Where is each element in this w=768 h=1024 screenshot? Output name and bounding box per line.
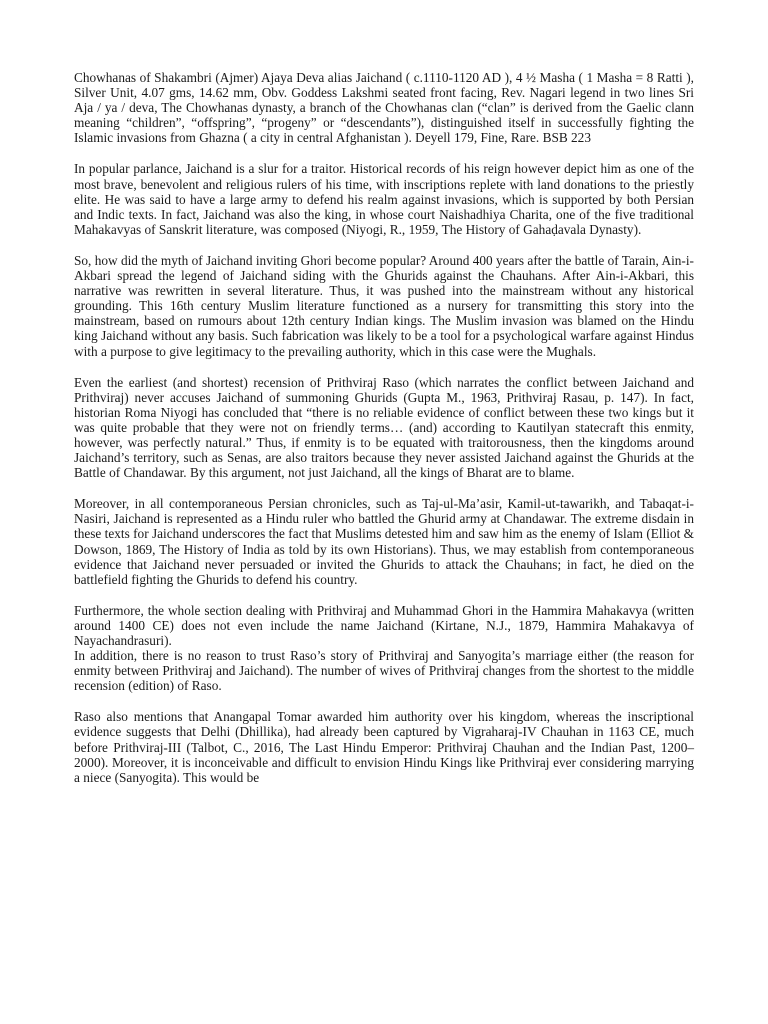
paragraph-anangapal-tomar: Raso also mentions that Anangapal Tomar awarded him authority over his kingdom, whereas the inscriptional evidence suggests that Delhi (Dhillika), had already been captured by Vigraharaj-IV Chauhan in 1163 CE, much before Prithviraj-III (Talbot, C., 2016, The Last Hindu Emperor: Prithviraj Chauhan and the Indian Past, 1200–2000). Moreover, it is inconceivable and difficult to envision Hindu Kings like Prithviraj ever considering marrying a niece (Sanyogita). This would be <box>74 709 694 785</box>
paragraph-myth-origin: So, how did the myth of Jaichand inviting Ghori become popular? Around 400 years after the battle of Tarain, Ain-i-Akbari spread the legend of Jaichand siding with the Ghurids against the Chauhans. After Ain-i-Akbari, this narrative was rewritten in several literature. Thus, it was pushed into the mainstream without any historical grounding. This 16th century Muslim literature functioned as a nursery for transmitting this story into the mainstream, based on rumours about 12th century Indian kings. The Muslim invasion was blamed on the Hindu king Jaichand without any basis. Such fabrication was likely to be a tool for a psychological warfare against Hindus with a purpose to give legitimacy to the prevailing authority, which in this case were the Mughals. <box>74 252 694 359</box>
paragraph-popular-parlance: In popular parlance, Jaichand is a slur for a traitor. Historical records of his reign however depict him as one of the most brave, benevolent and religious rulers of his time, with inscriptions replete with land donations to the priestly elite. He was said to have a large army to defend his realm against invasions, which is supported by both Persian and Indic texts. In fact, Jaichand was also the king, in whose court Naishadhiya Charita, one of the five traditional Mahakavyas of Sanskrit literature, was composed (Niyogi, R., 1959, The History of Gahaḍavala Dynasty). <box>74 161 694 237</box>
paragraph-prithviraj-raso: Even the earliest (and shortest) recension of Prithviraj Raso (which narrates the conflict between Jaichand and Prithviraj) never accuses Jaichand of summoning Ghurids (Gupta M., 1963, Prithviraj Rasau, p. 147). In fact, historian Roma Niyogi has concluded that “there is no reliable evidence of conflict between these two kings but it was quite probable that they were not on friendly terms… (and) according to Kautilyan statecraft this enmity, however, was perfectly natural.” Thus, if enmity is to be equated with traitorousness, then the kingdoms around Jaichand’s territory, such as Senas, are also traitors because they never assisted Jaichand against the Ghurids at the Battle of Chandawar. By this argument, not just Jaichand, all the kings of Bharat are to blame. <box>74 374 694 481</box>
document-body <box>74 70 694 801</box>
paragraph-coin-description: Chowhanas of Shakambri (Ajmer) Ajaya Deva alias Jaichand ( c.1110-1120 AD ), 4 ½ Masha ( 1 Masha = 8 Ratti ), Silver Unit, 4.07 gms, 14.62 mm, Obv. Goddess Lakshmi seated front facing, Rev. Nagari legend in two lines Sri Aja / ya / deva, The Chowhanas dynasty, a branch of the Chowhanas clan (“clan” is derived from the Gaelic clann meaning “children”, “offspring”, “progeny” or “descendants”), distinguished itself in successfully fighting the Islamic invasions from Ghazna ( a city in central Afghanistan ). Deyell 179, Fine, Rare. BSB 223 <box>74 70 694 146</box>
paragraph-hammira-part2: In addition, there is no reason to trust Raso’s story of Prithviraj and Sanyogita’s marriage either (the reason for enmity between Prithviraj and Jaichand). The number of wives of Prithviraj changes from the shortest to the middle recension (edition) of Raso. <box>74 648 694 694</box>
paragraph-hammira-mahakavya <box>74 603 694 694</box>
paragraph-hammira-part1: Furthermore, the whole section dealing with Prithviraj and Muhammad Ghori in the Hammira Mahakavya (written around 1400 CE) does not even include the name Jaichand (Kirtane, N.J., 1879, Hammira Mahakavya of Nayachandrasuri). <box>74 602 694 648</box>
paragraph-persian-chronicles: Moreover, in all contemporaneous Persian chronicles, such as Taj-ul-Ma’asir, Kamil-ut-tawarikh, and Tabaqat-i-Nasiri, Jaichand is represented as a Hindu ruler who battled the Ghurid army at Chandawar. The extreme disdain in these texts for Jaichand underscores the fact that Muslims detested him and saw him as the enemy of Islam (Elliot & Dowson, 1869, The History of India as told by its own Historians). Thus, we may establish from contemporaneous evidence that Jaichand never persuaded or invited the Ghurids to attack the Chauhans; in fact, he died on the battlefield fighting the Ghurids to defend his country. <box>74 496 694 587</box>
